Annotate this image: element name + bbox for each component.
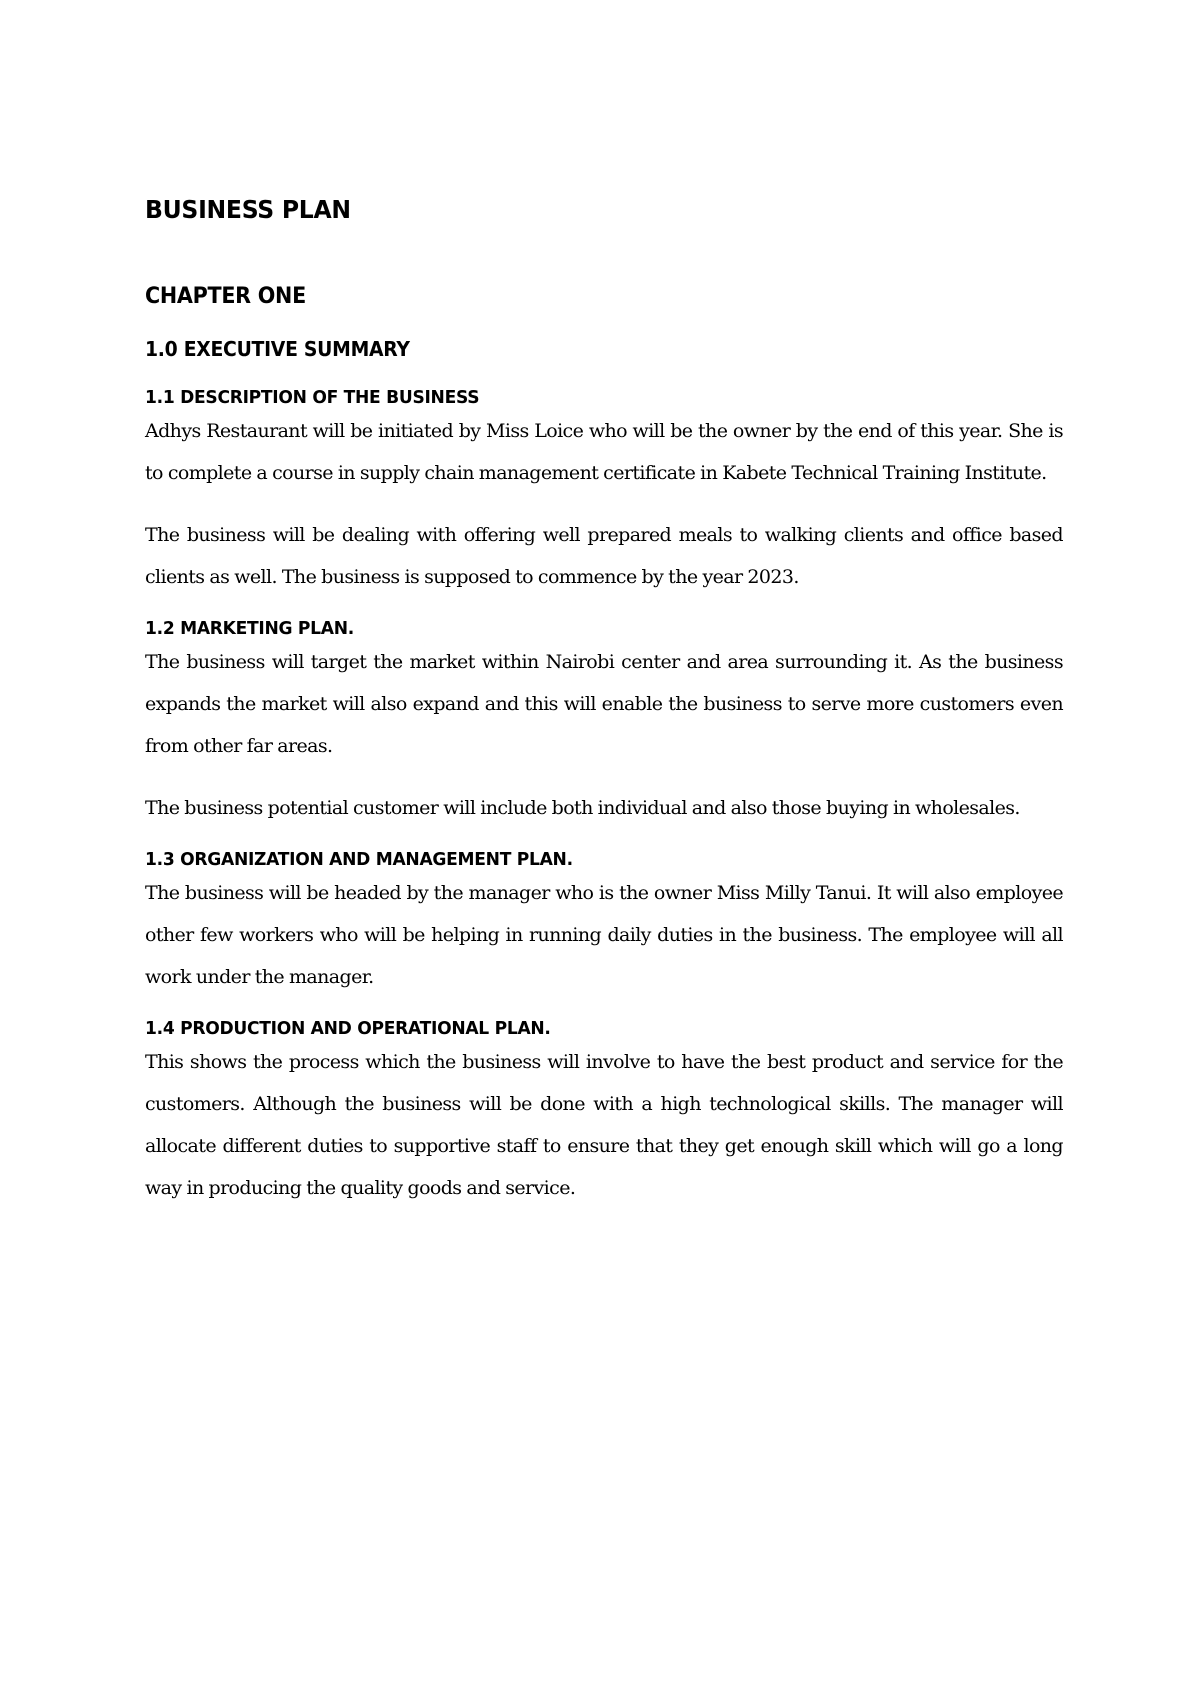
section-heading: 1.2 MARKETING PLAN.: [145, 618, 354, 639]
section-heading: 1.1 DESCRIPTION OF THE BUSINESS: [145, 387, 480, 408]
paragraph: This shows the process which the business will involve to have the best product and service for the customers. Although the business will be done with a high technological skills. The manager will allocate different duties to supportive staff to ensure that they get enough skill which will go a long way in producing the quality goods and service.: [145, 1051, 1063, 1199]
section-organization-plan: [145, 849, 1063, 998]
section-heading: 1.3 ORGANIZATION AND MANAGEMENT PLAN.: [145, 849, 573, 870]
paragraph: Adhys Restaurant will be initiated by Miss Loice who will be the owner by the end of this year. She is to complete a course in supply chain management certificate in Kabete Technical Training Institute.: [145, 420, 1063, 484]
section-marketing-plan: [145, 618, 1063, 829]
executive-summary-heading: 1.0 EXECUTIVE SUMMARY: [145, 337, 410, 361]
section-production-plan: [145, 1018, 1063, 1209]
paragraph: The business potential customer will include both individual and also those buying in wholesales.: [145, 797, 1020, 819]
document-title: BUSINESS PLAN: [145, 195, 351, 224]
chapter-heading: CHAPTER ONE: [145, 284, 306, 309]
paragraph: The business will target the market within Nairobi center and area surrounding it. As the business expands the market will also expand and this will enable the business to serve more customers even from other far areas.: [145, 651, 1063, 757]
section-description: [145, 387, 1063, 598]
paragraph: The business will be headed by the manager who is the owner Miss Milly Tanui. It will also employee other few workers who will be helping in running daily duties in the business. The employee will all work under the manager.: [145, 882, 1063, 988]
document-content: [145, 195, 1063, 1229]
section-heading: 1.4 PRODUCTION AND OPERATIONAL PLAN.: [145, 1018, 551, 1039]
paragraph: The business will be dealing with offering well prepared meals to walking clients and office based clients as well. The business is supposed to commence by the year 2023.: [145, 524, 1063, 588]
